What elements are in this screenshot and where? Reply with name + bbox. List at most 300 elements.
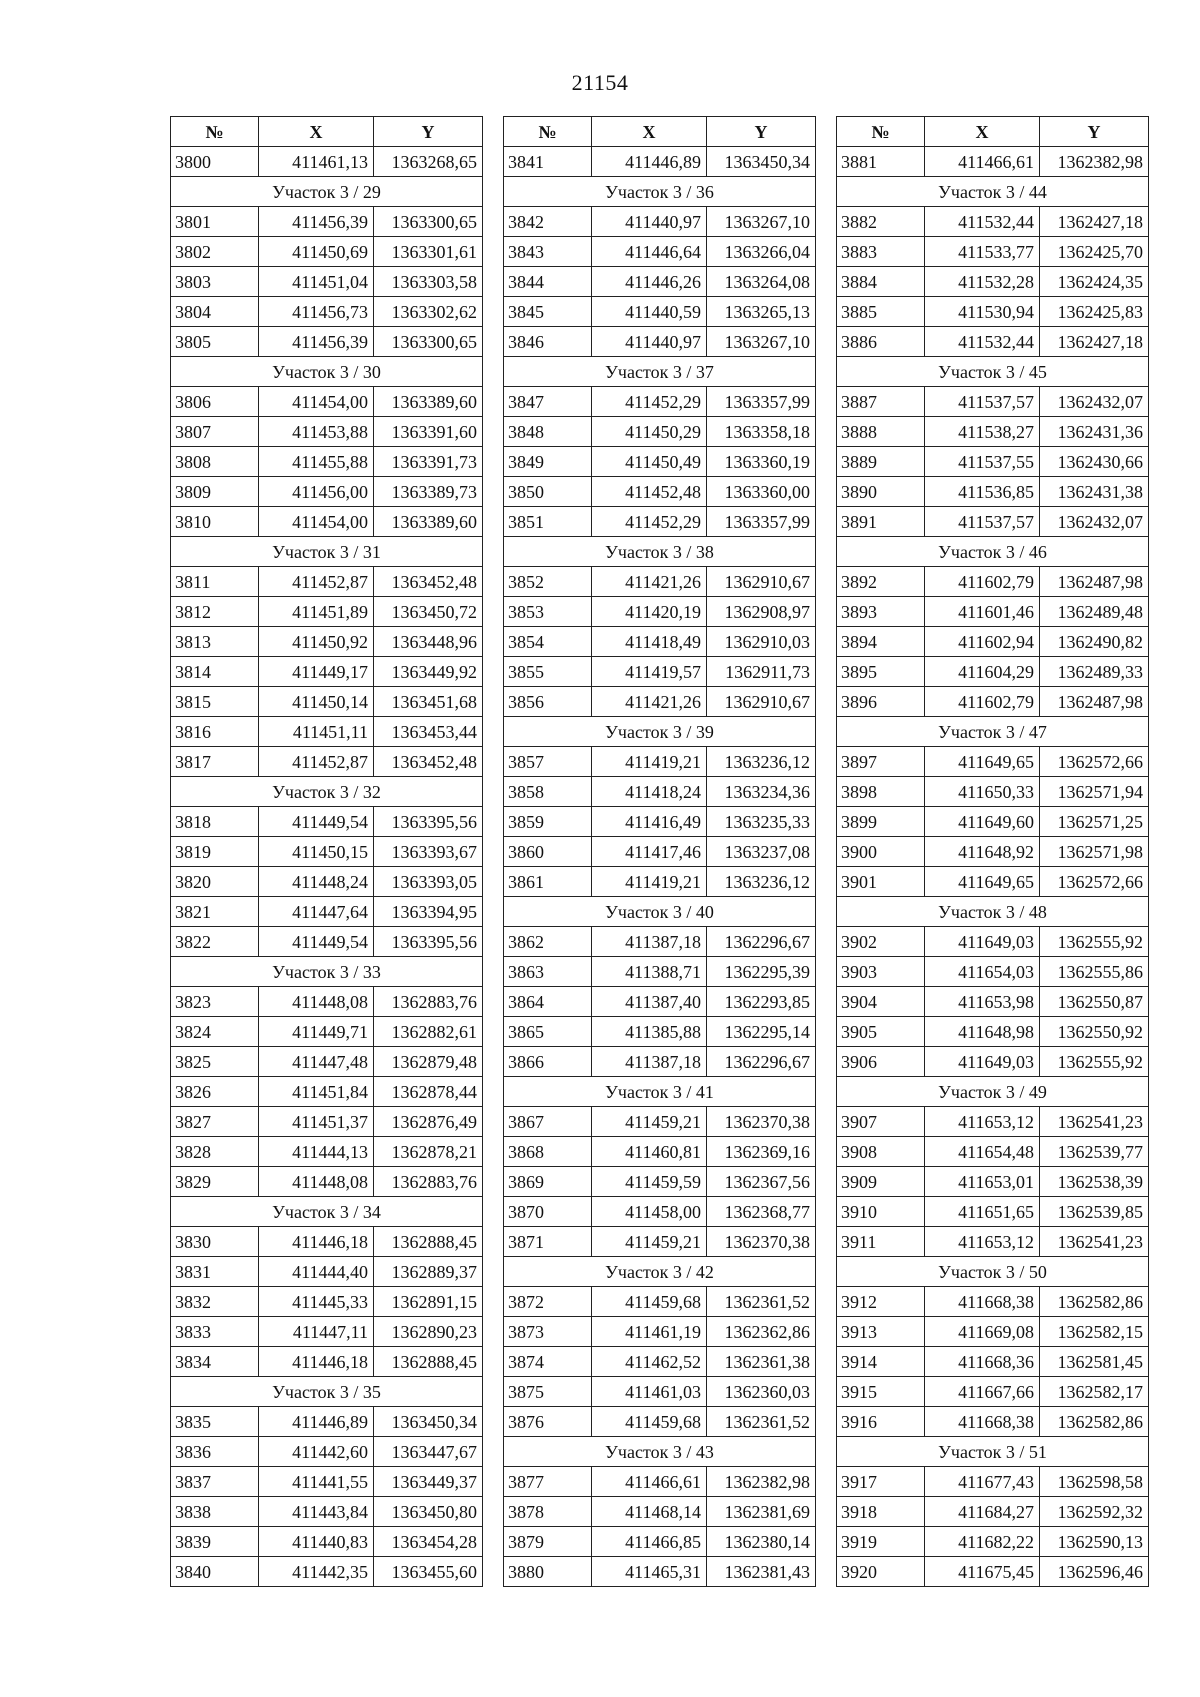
y-coordinate: 1363394,95 bbox=[374, 897, 483, 927]
section-title: Участок 3 / 41 bbox=[504, 1077, 816, 1107]
point-number: 3809 bbox=[171, 477, 259, 507]
x-coordinate: 411451,37 bbox=[259, 1107, 374, 1137]
table-row bbox=[171, 927, 483, 957]
y-coordinate: 1362878,44 bbox=[374, 1077, 483, 1107]
table-row bbox=[837, 1107, 1149, 1137]
section-title: Участок 3 / 49 bbox=[837, 1077, 1149, 1107]
section-title: Участок 3 / 34 bbox=[171, 1197, 483, 1227]
x-coordinate: 411654,48 bbox=[925, 1137, 1040, 1167]
table-row bbox=[837, 207, 1149, 237]
point-number: 3852 bbox=[504, 567, 592, 597]
x-coordinate: 411418,49 bbox=[592, 627, 707, 657]
y-coordinate: 1362381,43 bbox=[707, 1557, 816, 1587]
section-row bbox=[504, 357, 816, 387]
table-row bbox=[171, 237, 483, 267]
point-number: 3891 bbox=[837, 507, 925, 537]
point-number: 3833 bbox=[171, 1317, 259, 1347]
section-title: Участок 3 / 42 bbox=[504, 1257, 816, 1287]
x-coordinate: 411533,77 bbox=[925, 237, 1040, 267]
x-coordinate: 411416,49 bbox=[592, 807, 707, 837]
point-number: 3827 bbox=[171, 1107, 259, 1137]
section-row bbox=[504, 1077, 816, 1107]
table-row bbox=[504, 627, 816, 657]
header-number: № bbox=[837, 117, 925, 147]
section-row bbox=[837, 1437, 1149, 1467]
point-number: 3883 bbox=[837, 237, 925, 267]
section-row bbox=[837, 897, 1149, 927]
section-row bbox=[837, 717, 1149, 747]
y-coordinate: 1362431,36 bbox=[1040, 417, 1149, 447]
y-coordinate: 1362555,92 bbox=[1040, 927, 1149, 957]
table-header-row bbox=[171, 117, 483, 147]
x-coordinate: 411452,87 bbox=[259, 747, 374, 777]
table-row bbox=[171, 717, 483, 747]
y-coordinate: 1363235,33 bbox=[707, 807, 816, 837]
table-row bbox=[837, 1287, 1149, 1317]
table-row bbox=[171, 387, 483, 417]
point-number: 3838 bbox=[171, 1497, 259, 1527]
table-row bbox=[504, 837, 816, 867]
point-number: 3847 bbox=[504, 387, 592, 417]
table-row bbox=[837, 267, 1149, 297]
y-coordinate: 1362582,86 bbox=[1040, 1407, 1149, 1437]
y-coordinate: 1363358,18 bbox=[707, 417, 816, 447]
table-row bbox=[504, 927, 816, 957]
y-coordinate: 1362362,86 bbox=[707, 1317, 816, 1347]
table-row bbox=[171, 657, 483, 687]
x-coordinate: 411444,13 bbox=[259, 1137, 374, 1167]
y-coordinate: 1362889,37 bbox=[374, 1257, 483, 1287]
point-number: 3819 bbox=[171, 837, 259, 867]
section-title: Участок 3 / 32 bbox=[171, 777, 483, 807]
point-number: 3831 bbox=[171, 1257, 259, 1287]
y-coordinate: 1362555,92 bbox=[1040, 1047, 1149, 1077]
table-row bbox=[504, 1317, 816, 1347]
y-coordinate: 1362592,32 bbox=[1040, 1497, 1149, 1527]
y-coordinate: 1363236,12 bbox=[707, 867, 816, 897]
table-row bbox=[837, 327, 1149, 357]
point-number: 3867 bbox=[504, 1107, 592, 1137]
point-number: 3896 bbox=[837, 687, 925, 717]
point-number: 3811 bbox=[171, 567, 259, 597]
point-number: 3843 bbox=[504, 237, 592, 267]
y-coordinate: 1362361,38 bbox=[707, 1347, 816, 1377]
point-number: 3902 bbox=[837, 927, 925, 957]
y-coordinate: 1363303,58 bbox=[374, 267, 483, 297]
point-number: 3853 bbox=[504, 597, 592, 627]
table-row bbox=[171, 687, 483, 717]
table-row bbox=[504, 327, 816, 357]
table-row bbox=[504, 1347, 816, 1377]
table-row bbox=[837, 477, 1149, 507]
y-coordinate: 1363449,37 bbox=[374, 1467, 483, 1497]
table-row bbox=[837, 237, 1149, 267]
section-title: Участок 3 / 48 bbox=[837, 897, 1149, 927]
y-coordinate: 1362598,58 bbox=[1040, 1467, 1149, 1497]
point-number: 3898 bbox=[837, 777, 925, 807]
header-x: X bbox=[925, 117, 1040, 147]
section-title: Участок 3 / 39 bbox=[504, 717, 816, 747]
table-row bbox=[171, 1317, 483, 1347]
x-coordinate: 411459,59 bbox=[592, 1167, 707, 1197]
y-coordinate: 1363389,60 bbox=[374, 387, 483, 417]
table-row bbox=[504, 567, 816, 597]
x-coordinate: 411387,40 bbox=[592, 987, 707, 1017]
x-coordinate: 411421,26 bbox=[592, 567, 707, 597]
point-number: 3911 bbox=[837, 1227, 925, 1257]
table-row bbox=[837, 957, 1149, 987]
table-row bbox=[171, 1287, 483, 1317]
y-coordinate: 1362361,52 bbox=[707, 1287, 816, 1317]
y-coordinate: 1362425,83 bbox=[1040, 297, 1149, 327]
section-row bbox=[504, 537, 816, 567]
x-coordinate: 411448,24 bbox=[259, 867, 374, 897]
y-coordinate: 1363395,56 bbox=[374, 927, 483, 957]
table-row bbox=[171, 627, 483, 657]
table-row bbox=[504, 507, 816, 537]
point-number: 3859 bbox=[504, 807, 592, 837]
x-coordinate: 411468,14 bbox=[592, 1497, 707, 1527]
x-coordinate: 411446,89 bbox=[259, 1407, 374, 1437]
y-coordinate: 1363236,12 bbox=[707, 747, 816, 777]
section-row bbox=[171, 777, 483, 807]
point-number: 3810 bbox=[171, 507, 259, 537]
table-row bbox=[171, 987, 483, 1017]
section-row bbox=[837, 177, 1149, 207]
table-row bbox=[504, 207, 816, 237]
table-row bbox=[837, 297, 1149, 327]
x-coordinate: 411387,18 bbox=[592, 927, 707, 957]
x-coordinate: 411454,00 bbox=[259, 507, 374, 537]
table-row bbox=[171, 1167, 483, 1197]
y-coordinate: 1363450,80 bbox=[374, 1497, 483, 1527]
x-coordinate: 411602,79 bbox=[925, 687, 1040, 717]
table-row bbox=[504, 1167, 816, 1197]
point-number: 3887 bbox=[837, 387, 925, 417]
point-number: 3873 bbox=[504, 1317, 592, 1347]
section-title: Участок 3 / 44 bbox=[837, 177, 1149, 207]
table-row bbox=[171, 1047, 483, 1077]
coordinates-table-3 bbox=[836, 116, 1149, 1587]
x-coordinate: 411458,00 bbox=[592, 1197, 707, 1227]
point-number: 3832 bbox=[171, 1287, 259, 1317]
x-coordinate: 411653,12 bbox=[925, 1227, 1040, 1257]
page-number: 21154 bbox=[571, 70, 629, 95]
y-coordinate: 1362888,45 bbox=[374, 1227, 483, 1257]
table-row bbox=[837, 1017, 1149, 1047]
y-coordinate: 1363393,67 bbox=[374, 837, 483, 867]
table-row bbox=[171, 327, 483, 357]
table-row bbox=[171, 597, 483, 627]
x-coordinate: 411461,19 bbox=[592, 1317, 707, 1347]
table-row bbox=[171, 1497, 483, 1527]
table-row bbox=[171, 1077, 483, 1107]
point-number: 3823 bbox=[171, 987, 259, 1017]
y-coordinate: 1362571,25 bbox=[1040, 807, 1149, 837]
point-number: 3842 bbox=[504, 207, 592, 237]
point-number: 3822 bbox=[171, 927, 259, 957]
x-coordinate: 411388,71 bbox=[592, 957, 707, 987]
table-row bbox=[504, 297, 816, 327]
table-row bbox=[837, 1377, 1149, 1407]
table-row bbox=[171, 1017, 483, 1047]
y-coordinate: 1362910,03 bbox=[707, 627, 816, 657]
y-coordinate: 1362370,38 bbox=[707, 1107, 816, 1137]
point-number: 3886 bbox=[837, 327, 925, 357]
x-coordinate: 411537,57 bbox=[925, 507, 1040, 537]
x-coordinate: 411459,21 bbox=[592, 1107, 707, 1137]
point-number: 3881 bbox=[837, 147, 925, 177]
header-y: Y bbox=[1040, 117, 1149, 147]
table-row bbox=[504, 1377, 816, 1407]
table-row bbox=[504, 987, 816, 1017]
point-number: 3806 bbox=[171, 387, 259, 417]
table-row bbox=[504, 1467, 816, 1497]
y-coordinate: 1363357,99 bbox=[707, 507, 816, 537]
table-row bbox=[504, 597, 816, 627]
point-number: 3914 bbox=[837, 1347, 925, 1377]
y-coordinate: 1362878,21 bbox=[374, 1137, 483, 1167]
x-coordinate: 411602,94 bbox=[925, 627, 1040, 657]
point-number: 3882 bbox=[837, 207, 925, 237]
table-row bbox=[171, 1137, 483, 1167]
point-number: 3803 bbox=[171, 267, 259, 297]
x-coordinate: 411649,65 bbox=[925, 867, 1040, 897]
point-number: 3878 bbox=[504, 1497, 592, 1527]
table-row bbox=[837, 447, 1149, 477]
table-row bbox=[504, 687, 816, 717]
y-coordinate: 1362380,14 bbox=[707, 1527, 816, 1557]
x-coordinate: 411447,48 bbox=[259, 1047, 374, 1077]
y-coordinate: 1363265,13 bbox=[707, 297, 816, 327]
point-number: 3901 bbox=[837, 867, 925, 897]
y-coordinate: 1362382,98 bbox=[1040, 147, 1149, 177]
y-coordinate: 1362581,45 bbox=[1040, 1347, 1149, 1377]
point-number: 3850 bbox=[504, 477, 592, 507]
x-coordinate: 411448,08 bbox=[259, 1167, 374, 1197]
y-coordinate: 1362369,16 bbox=[707, 1137, 816, 1167]
section-row bbox=[504, 717, 816, 747]
y-coordinate: 1362571,94 bbox=[1040, 777, 1149, 807]
y-coordinate: 1363268,65 bbox=[374, 147, 483, 177]
point-number: 3907 bbox=[837, 1107, 925, 1137]
x-coordinate: 411449,17 bbox=[259, 657, 374, 687]
y-coordinate: 1363267,10 bbox=[707, 207, 816, 237]
point-number: 3837 bbox=[171, 1467, 259, 1497]
point-number: 3856 bbox=[504, 687, 592, 717]
section-row bbox=[171, 537, 483, 567]
section-title: Участок 3 / 36 bbox=[504, 177, 816, 207]
y-coordinate: 1362541,23 bbox=[1040, 1107, 1149, 1137]
x-coordinate: 411649,60 bbox=[925, 807, 1040, 837]
x-coordinate: 411446,18 bbox=[259, 1347, 374, 1377]
x-coordinate: 411456,39 bbox=[259, 207, 374, 237]
y-coordinate: 1362296,67 bbox=[707, 927, 816, 957]
point-number: 3835 bbox=[171, 1407, 259, 1437]
x-coordinate: 411650,33 bbox=[925, 777, 1040, 807]
table-row bbox=[837, 1197, 1149, 1227]
y-coordinate: 1362883,76 bbox=[374, 1167, 483, 1197]
x-coordinate: 411450,29 bbox=[592, 417, 707, 447]
table-row bbox=[171, 1107, 483, 1137]
y-coordinate: 1362361,52 bbox=[707, 1407, 816, 1437]
y-coordinate: 1363391,73 bbox=[374, 447, 483, 477]
x-coordinate: 411451,84 bbox=[259, 1077, 374, 1107]
x-coordinate: 411446,89 bbox=[592, 147, 707, 177]
y-coordinate: 1362381,69 bbox=[707, 1497, 816, 1527]
y-coordinate: 1363237,08 bbox=[707, 837, 816, 867]
y-coordinate: 1362908,97 bbox=[707, 597, 816, 627]
section-title: Участок 3 / 37 bbox=[504, 357, 816, 387]
y-coordinate: 1363234,36 bbox=[707, 777, 816, 807]
header-number: № bbox=[504, 117, 592, 147]
section-row bbox=[171, 1197, 483, 1227]
table-row bbox=[837, 837, 1149, 867]
x-coordinate: 411450,14 bbox=[259, 687, 374, 717]
x-coordinate: 411668,38 bbox=[925, 1407, 1040, 1437]
point-number: 3897 bbox=[837, 747, 925, 777]
point-number: 3877 bbox=[504, 1467, 592, 1497]
y-coordinate: 1362910,67 bbox=[707, 687, 816, 717]
y-coordinate: 1362427,18 bbox=[1040, 207, 1149, 237]
section-row bbox=[504, 1437, 816, 1467]
point-number: 3865 bbox=[504, 1017, 592, 1047]
x-coordinate: 411387,18 bbox=[592, 1047, 707, 1077]
x-coordinate: 411456,39 bbox=[259, 327, 374, 357]
x-coordinate: 411684,27 bbox=[925, 1497, 1040, 1527]
table-row bbox=[837, 1317, 1149, 1347]
table-row bbox=[504, 1227, 816, 1257]
x-coordinate: 411669,08 bbox=[925, 1317, 1040, 1347]
section-title: Участок 3 / 33 bbox=[171, 957, 483, 987]
x-coordinate: 411537,57 bbox=[925, 387, 1040, 417]
x-coordinate: 411466,61 bbox=[592, 1467, 707, 1497]
x-coordinate: 411441,55 bbox=[259, 1467, 374, 1497]
y-coordinate: 1362487,98 bbox=[1040, 567, 1149, 597]
point-number: 3862 bbox=[504, 927, 592, 957]
x-coordinate: 411682,22 bbox=[925, 1527, 1040, 1557]
table-row bbox=[837, 777, 1149, 807]
x-coordinate: 411461,03 bbox=[592, 1377, 707, 1407]
x-coordinate: 411446,18 bbox=[259, 1227, 374, 1257]
table-row bbox=[504, 1047, 816, 1077]
table-row bbox=[504, 267, 816, 297]
y-coordinate: 1362295,39 bbox=[707, 957, 816, 987]
point-number: 3913 bbox=[837, 1317, 925, 1347]
y-coordinate: 1363452,48 bbox=[374, 747, 483, 777]
point-number: 3821 bbox=[171, 897, 259, 927]
table-row bbox=[504, 1497, 816, 1527]
point-number: 3905 bbox=[837, 1017, 925, 1047]
table-row bbox=[504, 957, 816, 987]
point-number: 3888 bbox=[837, 417, 925, 447]
y-coordinate: 1363267,10 bbox=[707, 327, 816, 357]
x-coordinate: 411649,03 bbox=[925, 1047, 1040, 1077]
y-coordinate: 1363449,92 bbox=[374, 657, 483, 687]
table-row bbox=[837, 147, 1149, 177]
table-row bbox=[171, 867, 483, 897]
table-row bbox=[171, 1227, 483, 1257]
x-coordinate: 411385,88 bbox=[592, 1017, 707, 1047]
point-number: 3812 bbox=[171, 597, 259, 627]
x-coordinate: 411668,38 bbox=[925, 1287, 1040, 1317]
table-row bbox=[171, 1527, 483, 1557]
y-coordinate: 1362367,56 bbox=[707, 1167, 816, 1197]
point-number: 3869 bbox=[504, 1167, 592, 1197]
point-number: 3889 bbox=[837, 447, 925, 477]
table-row bbox=[837, 507, 1149, 537]
point-number: 3910 bbox=[837, 1197, 925, 1227]
point-number: 3836 bbox=[171, 1437, 259, 1467]
x-coordinate: 411447,11 bbox=[259, 1317, 374, 1347]
y-coordinate: 1362876,49 bbox=[374, 1107, 483, 1137]
table-row bbox=[504, 777, 816, 807]
point-number: 3920 bbox=[837, 1557, 925, 1587]
x-coordinate: 411532,44 bbox=[925, 207, 1040, 237]
section-row bbox=[171, 177, 483, 207]
section-row bbox=[837, 357, 1149, 387]
point-number: 3855 bbox=[504, 657, 592, 687]
point-number: 3874 bbox=[504, 1347, 592, 1377]
section-title: Участок 3 / 47 bbox=[837, 717, 1149, 747]
table-row bbox=[837, 1047, 1149, 1077]
point-number: 3919 bbox=[837, 1527, 925, 1557]
point-number: 3841 bbox=[504, 147, 592, 177]
x-coordinate: 411601,46 bbox=[925, 597, 1040, 627]
point-number: 3820 bbox=[171, 867, 259, 897]
x-coordinate: 411420,19 bbox=[592, 597, 707, 627]
y-coordinate: 1363391,60 bbox=[374, 417, 483, 447]
x-coordinate: 411462,52 bbox=[592, 1347, 707, 1377]
x-coordinate: 411446,26 bbox=[592, 267, 707, 297]
point-number: 3814 bbox=[171, 657, 259, 687]
point-number: 3899 bbox=[837, 807, 925, 837]
x-coordinate: 411451,89 bbox=[259, 597, 374, 627]
section-row bbox=[837, 1257, 1149, 1287]
x-coordinate: 411537,55 bbox=[925, 447, 1040, 477]
y-coordinate: 1363360,19 bbox=[707, 447, 816, 477]
section-row bbox=[171, 1377, 483, 1407]
point-number: 3839 bbox=[171, 1527, 259, 1557]
y-coordinate: 1362910,67 bbox=[707, 567, 816, 597]
table-row bbox=[504, 807, 816, 837]
y-coordinate: 1362425,70 bbox=[1040, 237, 1149, 267]
point-number: 3804 bbox=[171, 297, 259, 327]
table-row bbox=[837, 1557, 1149, 1587]
table-row bbox=[837, 747, 1149, 777]
y-coordinate: 1363450,72 bbox=[374, 597, 483, 627]
x-coordinate: 411449,54 bbox=[259, 807, 374, 837]
x-coordinate: 411450,15 bbox=[259, 837, 374, 867]
section-title: Участок 3 / 35 bbox=[171, 1377, 483, 1407]
y-coordinate: 1362427,18 bbox=[1040, 327, 1149, 357]
y-coordinate: 1363453,44 bbox=[374, 717, 483, 747]
y-coordinate: 1363300,65 bbox=[374, 207, 483, 237]
table-row bbox=[504, 747, 816, 777]
y-coordinate: 1362295,14 bbox=[707, 1017, 816, 1047]
point-number: 3816 bbox=[171, 717, 259, 747]
table-row bbox=[837, 1407, 1149, 1437]
x-coordinate: 411450,49 bbox=[592, 447, 707, 477]
table-header-row bbox=[504, 117, 816, 147]
y-coordinate: 1362582,17 bbox=[1040, 1377, 1149, 1407]
x-coordinate: 411452,29 bbox=[592, 507, 707, 537]
y-coordinate: 1362296,67 bbox=[707, 1047, 816, 1077]
x-coordinate: 411648,98 bbox=[925, 1017, 1040, 1047]
x-coordinate: 411456,00 bbox=[259, 477, 374, 507]
table-row bbox=[504, 237, 816, 267]
y-coordinate: 1362368,77 bbox=[707, 1197, 816, 1227]
